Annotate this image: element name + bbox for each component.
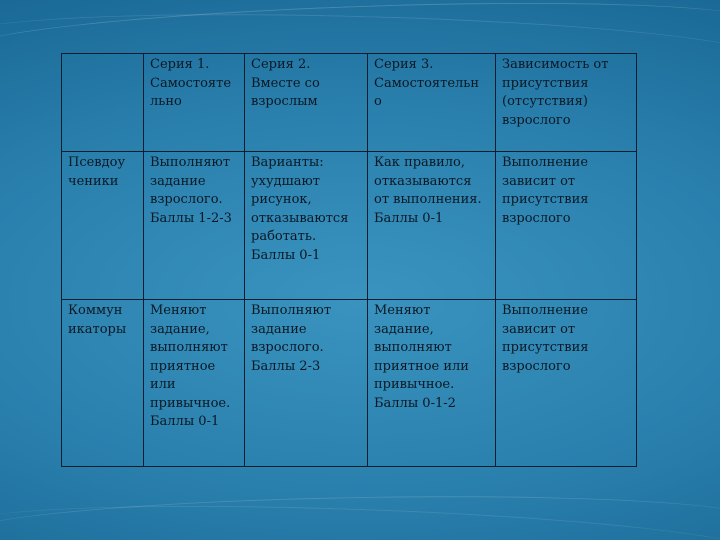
table-header-row [62,54,637,152]
row-label: Коммун икаторы [62,300,144,467]
table-cell: Выполнение зависит от присутствия взрослого [496,152,637,300]
table-cell: Выполняют задание взрослого. Баллы 1-2-3 [144,152,245,300]
row-label: Псевдоу ченики [62,152,144,300]
table-cell: Выполнение зависит от присутствия взрослого [496,300,637,467]
table-cell: Меняют задание, выполняют приятное или привычное. Баллы 0-1-2 [368,300,496,467]
table-row [62,300,637,467]
header-cell-series-2: Серия 2. Вместе со взрослым [245,54,368,152]
table-cell: Варианты: ухудшают рисунок, отказываются работать. Баллы 0-1 [245,152,368,300]
header-cell-series-3: Серия 3. Самостоятельн о [368,54,496,152]
table-cell: Как правило, отказываются от выполнения. Баллы 0-1 [368,152,496,300]
header-cell-dependence: Зависимость от присутствия (отсутствия) взрослого [496,54,637,152]
table-cell: Выполняют задание взрослого. Баллы 2-3 [245,300,368,467]
header-cell-empty [62,54,144,152]
comparison-table [61,53,637,467]
table-row [62,152,637,300]
header-cell-series-1: Серия 1. Самостояте льно [144,54,245,152]
table-cell: Меняют задание, выполняют приятное или привычное. Баллы 0-1 [144,300,245,467]
